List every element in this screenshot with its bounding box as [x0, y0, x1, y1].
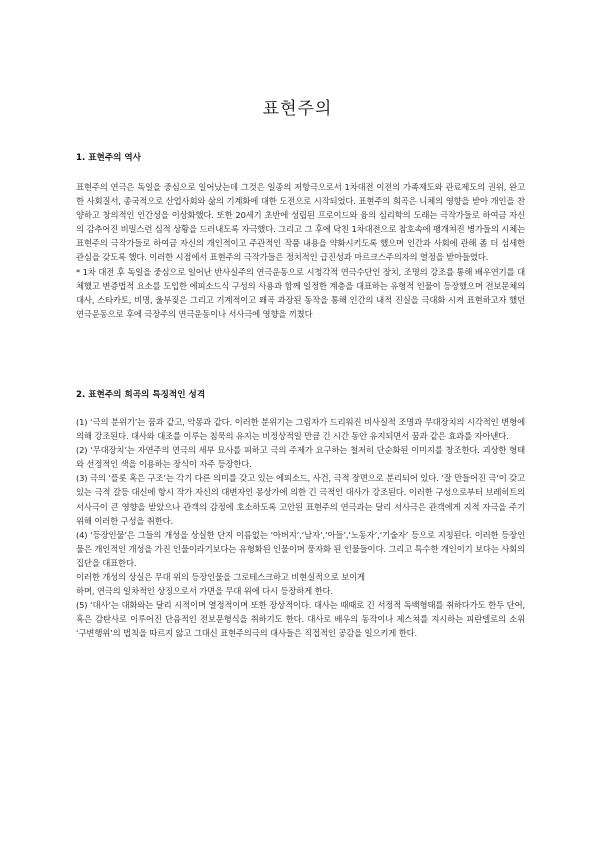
document-title: 표현주의 — [262, 99, 333, 119]
paragraph: (4) ‘등장인물’은 그들의 개성을 상실한 단지 이름없는 ‘아버지’,‘남자’,‘아들’,‘노동자’,‘기술자’ 등으로 지칭된다. 이러한 등장인물은 개인적인 개성을 가진 인물이라기보다는 유형화된 인물이며 풍자화 된 인물들이다. 그리고 특수한 개인이기 보다는 사회의 집단을 대표한다. — [76, 529, 525, 568]
paragraph: 이러한 개성의 상실은 무대 위의 등장인물을 그로테스크하고 비현실적으로 보이게 — [76, 572, 365, 583]
paragraph: (2) ‘무대장치’는 자연주의 연극의 세부 묘사를 피하고 극의 주제가 요구하는 철저히 단순화된 이미지를 창조한다. 괴상한 형태와 선정적인 색을 이용하는 장식이 자주 등장한다. — [76, 445, 525, 470]
paragraph: 표현주의 연극은 독일을 중심으로 일어났는데 그것은 일종의 저항극으로서 1차대전 이전의 가족제도와 관료제도의 권위, 완고한 사회질서, 종국적으로 산업사회와 삶의 기계화에 대한 도전으로 시작되었다. 표현주의 희곡은 니체의 영향을 받아 개인을 찬양하고 창의적인 인간성을 이상화했다. 또한 20세기 초반에 성립된 프로이드와 융의 심리학의 도래는 극작가들로 하여금 자신의 감추어진 비밀스런 심적 상황을 드러내도록 자극했다. 그리고 그 후에 닥친 1차대전으로 참호속에 팽개쳐진 병가들의 시체는 표현주의 극작가들로 하여금 자신의 개인적이고 주관적인 작품 내용을 약화시키도록 했으며 인간과 사회에 관해 좀 더 섬세한 관심을 갖도록 했다. 이러한 시점에서 표현주의 극작가들은 정치적인 급진성과 마르크스주의자의 열정을 받아들였다. — [76, 182, 525, 263]
paragraph: 하며, 연극의 일차적인 상징으로서 가면을 무대 위에 다시 등장하게 한다. — [76, 586, 333, 597]
section-history-body — [76, 180, 525, 321]
section-characteristics-body — [76, 415, 525, 641]
section-heading-characteristics: 2. 표현주의 희곡의 특징적인 성격 — [76, 390, 206, 400]
paragraph: (3) 극의 ‘플롯 혹은 구조’는 각기 다른 의미를 갖고 있는 에피소드, 사건, 극적 장면으로 분리되어 있다. ‘잘 만들어진 극’이 갖고 있는 극적 갈등 대신에 항시 작가 자신의 대변자인 몽상가에 의한 긴 극적인 대사가 강조된다. 이러한 구성으로부터 브레히트의 서사극이 큰 영향을 받았으나 관객의 감정에 호소하도록 고안된 표현주의 연극과는 달리 서사극은 관객에게 지적 자극을 주기 위해 이러한 구성을 취한다. — [76, 473, 525, 526]
paragraph: * 1차 대전 후 독일을 중심으로 일어난 반사실주의 연극운동으로 시청각적 연극수단인 장치, 조명의 강조를 통해 배우연기를 대체했고 변증법적 요소를 도입한 에피소드식 구성의 사용과 함께 일정한 계층을 대표하는 유형적 인물이 등장했으며 전보문체의 대사, 스타카토, 비명, 울부짖은 그리고 기계적이고 왜곡 과장된 동작을 통해 인간의 내적 진실을 극대화 시켜 표현하고자 했던 연극운동으로 후에 극장주의 연극운동이나 서사극에 영향을 끼쳤다 — [76, 266, 525, 319]
section-heading-history: 1. 표현주의 역사 — [76, 153, 142, 163]
paragraph: (1) ‘극의 분위기’는 꿈과 같고, 악몽과 같다. 이러한 분위기는 그림자가 드리워진 비사실적 조명과 무대장치의 시각적인 변형에 의해 강조된다. 대사와 대조를 이루는 침묵의 유지는 비정상적일 만큼 긴 시간 동안 유지되면서 꿈과 같은 효과를 자아낸다. — [76, 417, 525, 442]
paragraph: (5) ‘대사’는 대화와는 달리 시적이며 열정적이며 또한 장상적이다. 대사는 때때로 긴 서정적 독백형태를 취하다가도 한두 단어, 혹은 감탄사로 이루어진 단음적인 전보문형식을 취하기도 한다. 대사로 배우의 동작이나 제스쳐를 지시하는 피란델로의 소위 ‘구변행위’의 법칙을 따르지 않고 그대신 표현주의극의 대사들은 직접적인 공감을 일으키게 한다. — [76, 600, 525, 639]
